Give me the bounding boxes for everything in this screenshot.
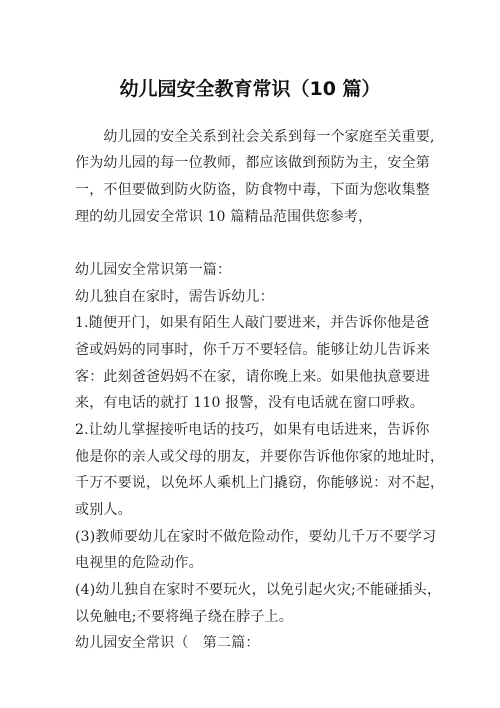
paragraph-line: 客：此刻爸爸妈妈不在家，请你晚上来。如果他执意要进	[75, 369, 430, 385]
paragraph-line: 电视里的危险动作。	[75, 555, 203, 571]
paragraph-line: 爸或妈妈的同事时，你千万不要轻信。能够让幼儿告诉来	[75, 342, 430, 358]
paragraph-line: 千万不要说，以免坏人乘机上门撬窃，你能够说：对不起，	[75, 475, 445, 491]
section-heading-1: 幼儿园安全常识第一篇：	[75, 262, 232, 278]
paragraph-line: (4)幼儿独自在家时不要玩火，以免引起火灾;不能碰插头，	[75, 582, 442, 598]
intro-line-4: 理的幼儿园安全常识 10 篇精品范围供您参考，	[75, 209, 373, 225]
paragraph-line: 来，有电话的就打 110 报警，没有电话就在窗口呼救。	[75, 395, 425, 411]
paragraph-line: 幼儿独自在家时，需告诉幼儿：	[75, 289, 274, 305]
intro-line-2: 作为幼儿园的每一位教师，都应该做到预防为主，安全第	[75, 155, 430, 171]
intro-line-1: 幼儿园的安全关系到社会关系到每一个家庭至关重要,	[75, 129, 435, 145]
section-heading-2: 幼儿园安全常识（ 第二篇：	[75, 635, 260, 651]
paragraph-line: 或别人。	[75, 502, 132, 518]
paragraph-line: 1.随便开门，如果有陌生人敲门要进来，并告诉你他是爸	[75, 315, 430, 331]
paragraph-line: 他是你的亲人或父母的朋友，并要你告诉他你家的地址时，	[75, 449, 445, 465]
document-title: 幼儿园安全教育常识（10 篇）	[119, 78, 381, 100]
paragraph-line: 2.让幼儿掌握接听电话的技巧，如果有电话进来，告诉你	[75, 422, 430, 438]
paragraph-line: 以免触电;不要将绳子绕在脖子上。	[75, 609, 293, 625]
intro-line-3: 一，不但要做到防火防盗，防食物中毒，下面为您收集整	[75, 182, 430, 198]
paragraph-line: (3)教师要幼儿在家时不做危险动作，要幼儿千万不要学习	[75, 529, 437, 545]
